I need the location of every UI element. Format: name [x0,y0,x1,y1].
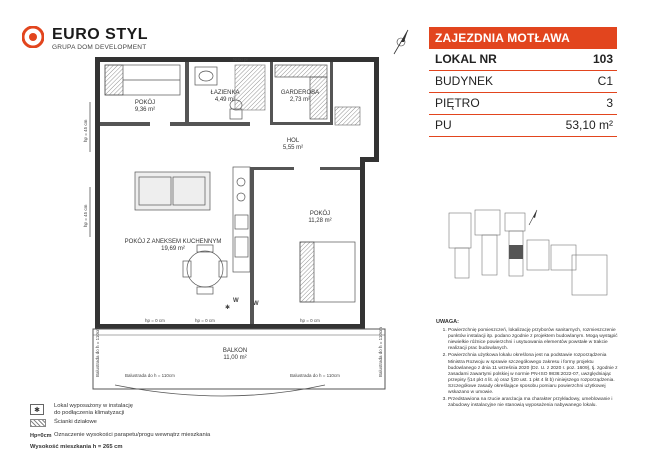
room-garderoba-area: 2,73 m² [289,97,311,103]
note-item: 2. Powierzchnia użytkowa lokalu określona jest na podstawie rozporządzenia Ministra Rozwoju w sprawie szczegółowego zakresu i formy projektu budowlanego z dnia 11 września 2020 (Dz. U. z 2020 r. poz. 1609), tj. zgodnie z zasadami zawartymi polskiej w normie PN-ISO 9836:2022-07, uwzględniając przepisy §14 pkt 4 lit. a) oraz §20 ust. 1 pkt 4 lit b) niniejszego rozporządzenia. Szczegółowe zasady określające sposobu pomiaru powierzchni użytkowej wskazano w umowie. [448,353,618,396]
info-value: 53,10 m² [565,118,613,132]
bed-1 [105,65,180,95]
room-pokoj2-name: POKÓJ [309,211,331,217]
info-label: LOKAL NR [435,52,497,66]
unit-highlight [509,245,523,259]
info-row-pu [429,115,617,137]
hall-wardrobe [335,107,360,125]
legend-walls: Ścianki działowe [54,419,97,426]
legend-row-ac [30,403,330,416]
note-item: 3. Przedstawiona na rzucie aranżacja ma charakter przykładowy, umeblowanie i zabudowy instalacyjne nie stanowią wyposażenia nabywanego lokalu. [448,397,618,409]
room-garderoba-name: GARDEROBA [280,90,320,96]
info-value: 103 [592,52,613,66]
legend [30,403,330,450]
balcony [93,329,385,396]
label-hp-45b: hp = 45 cm [83,204,88,227]
info-row-budynek [429,71,617,93]
legend-row-walls [30,416,330,429]
label-balustrada-right: Balustrada do h = 110cm [290,373,340,378]
label-balustrada-side-right: Balustrada do h = 110cm [378,327,383,377]
label-balustrada-side-left: Balustrada do h = 110cm [95,327,100,377]
room-balkon-area: 11,00 m² [223,355,247,361]
room-balkon-name: BALKON [222,348,248,354]
apartment-height: Wysokość mieszkania h = 265 cm [30,444,123,450]
legend-row-hp [30,429,330,442]
label-w2: W [253,301,259,307]
info-label: PIĘTRO [435,96,480,110]
info-label: BUDYNEK [435,74,494,88]
north-arrow-icon [529,210,537,225]
label-hp-0b: hp = 0 cm [195,318,215,323]
site-key-plan [447,205,617,305]
room-pokoj2-area: 11,28 m² [308,218,332,224]
room-salon-area: 19,69 m² [161,246,185,252]
info-label: PU [435,118,452,132]
info-value: 3 [606,96,613,110]
legend-hp: Oznaczenie wysokości parapetu/progu wewnątrz mieszkania [54,432,211,439]
notes-section [436,319,618,410]
room-hol-name: HOL [286,138,300,144]
label-hp-0c: hp = 0 cm [300,318,320,323]
notes-title: UWAGA: [436,319,459,325]
brand-name: EURO STYL [52,26,149,43]
floor-plan [55,47,425,397]
note-item: 1. Powierzchnię pomieszczeń, lokalizację przyborów sanitarnych, rozmieszczenie punktów instalacji itp. podano zgodnie z projektem budowlanym. Mogą wystąpić niewielkie różnice powierzchni i usytuowania elementów powstałe w trakcie realizacji prac budowlanych. [448,328,618,352]
dining-table [183,245,227,294]
kitchen-counter [233,167,250,272]
unit-info-table [429,27,617,137]
label-hp-45a: hp = 45 cm [83,119,88,142]
room-lazienka-name: ŁAZIENKA [210,90,240,96]
label-w1: W [233,298,239,304]
ac-star-icon: ✱ [225,305,231,311]
sofa [135,172,210,210]
label-hp-0a: hp = 0 cm [145,318,165,323]
label-balustrada-left: Balustrada do h = 110cm [125,373,175,378]
hatch-swatch-icon [30,419,46,427]
logo-mark-icon [22,26,44,48]
legend-ac-line2: do podłączenia klimatyzacji [54,409,125,416]
legend-ac-line1: Lokal wyposażony w instalację [54,403,133,409]
brand-tagline: GRUPA DOM DEVELOPMENT [52,44,147,51]
legend-hp-key: Hp=0cm [30,432,52,439]
info-row-pietro [429,93,617,115]
label-niski-pl: Niski pł [233,57,248,62]
info-row-lokal [429,49,617,71]
room-lazienka-area: 4,49 m² [214,97,236,103]
info-value: C1 [597,74,613,88]
room-hol-area: 5,55 m² [282,145,304,151]
bed-2 [300,242,355,302]
ac-star-icon: ✱ [30,404,44,415]
room-salon-name: POKÓJ Z ANEKSEM KUCHENNYM [124,239,222,245]
room-pokoj1-name: POKÓJ [134,100,156,106]
project-name: ZAJEZDNIA MOTŁAWA [429,27,617,49]
room-pokoj1-area: 9,36 m² [134,107,156,113]
